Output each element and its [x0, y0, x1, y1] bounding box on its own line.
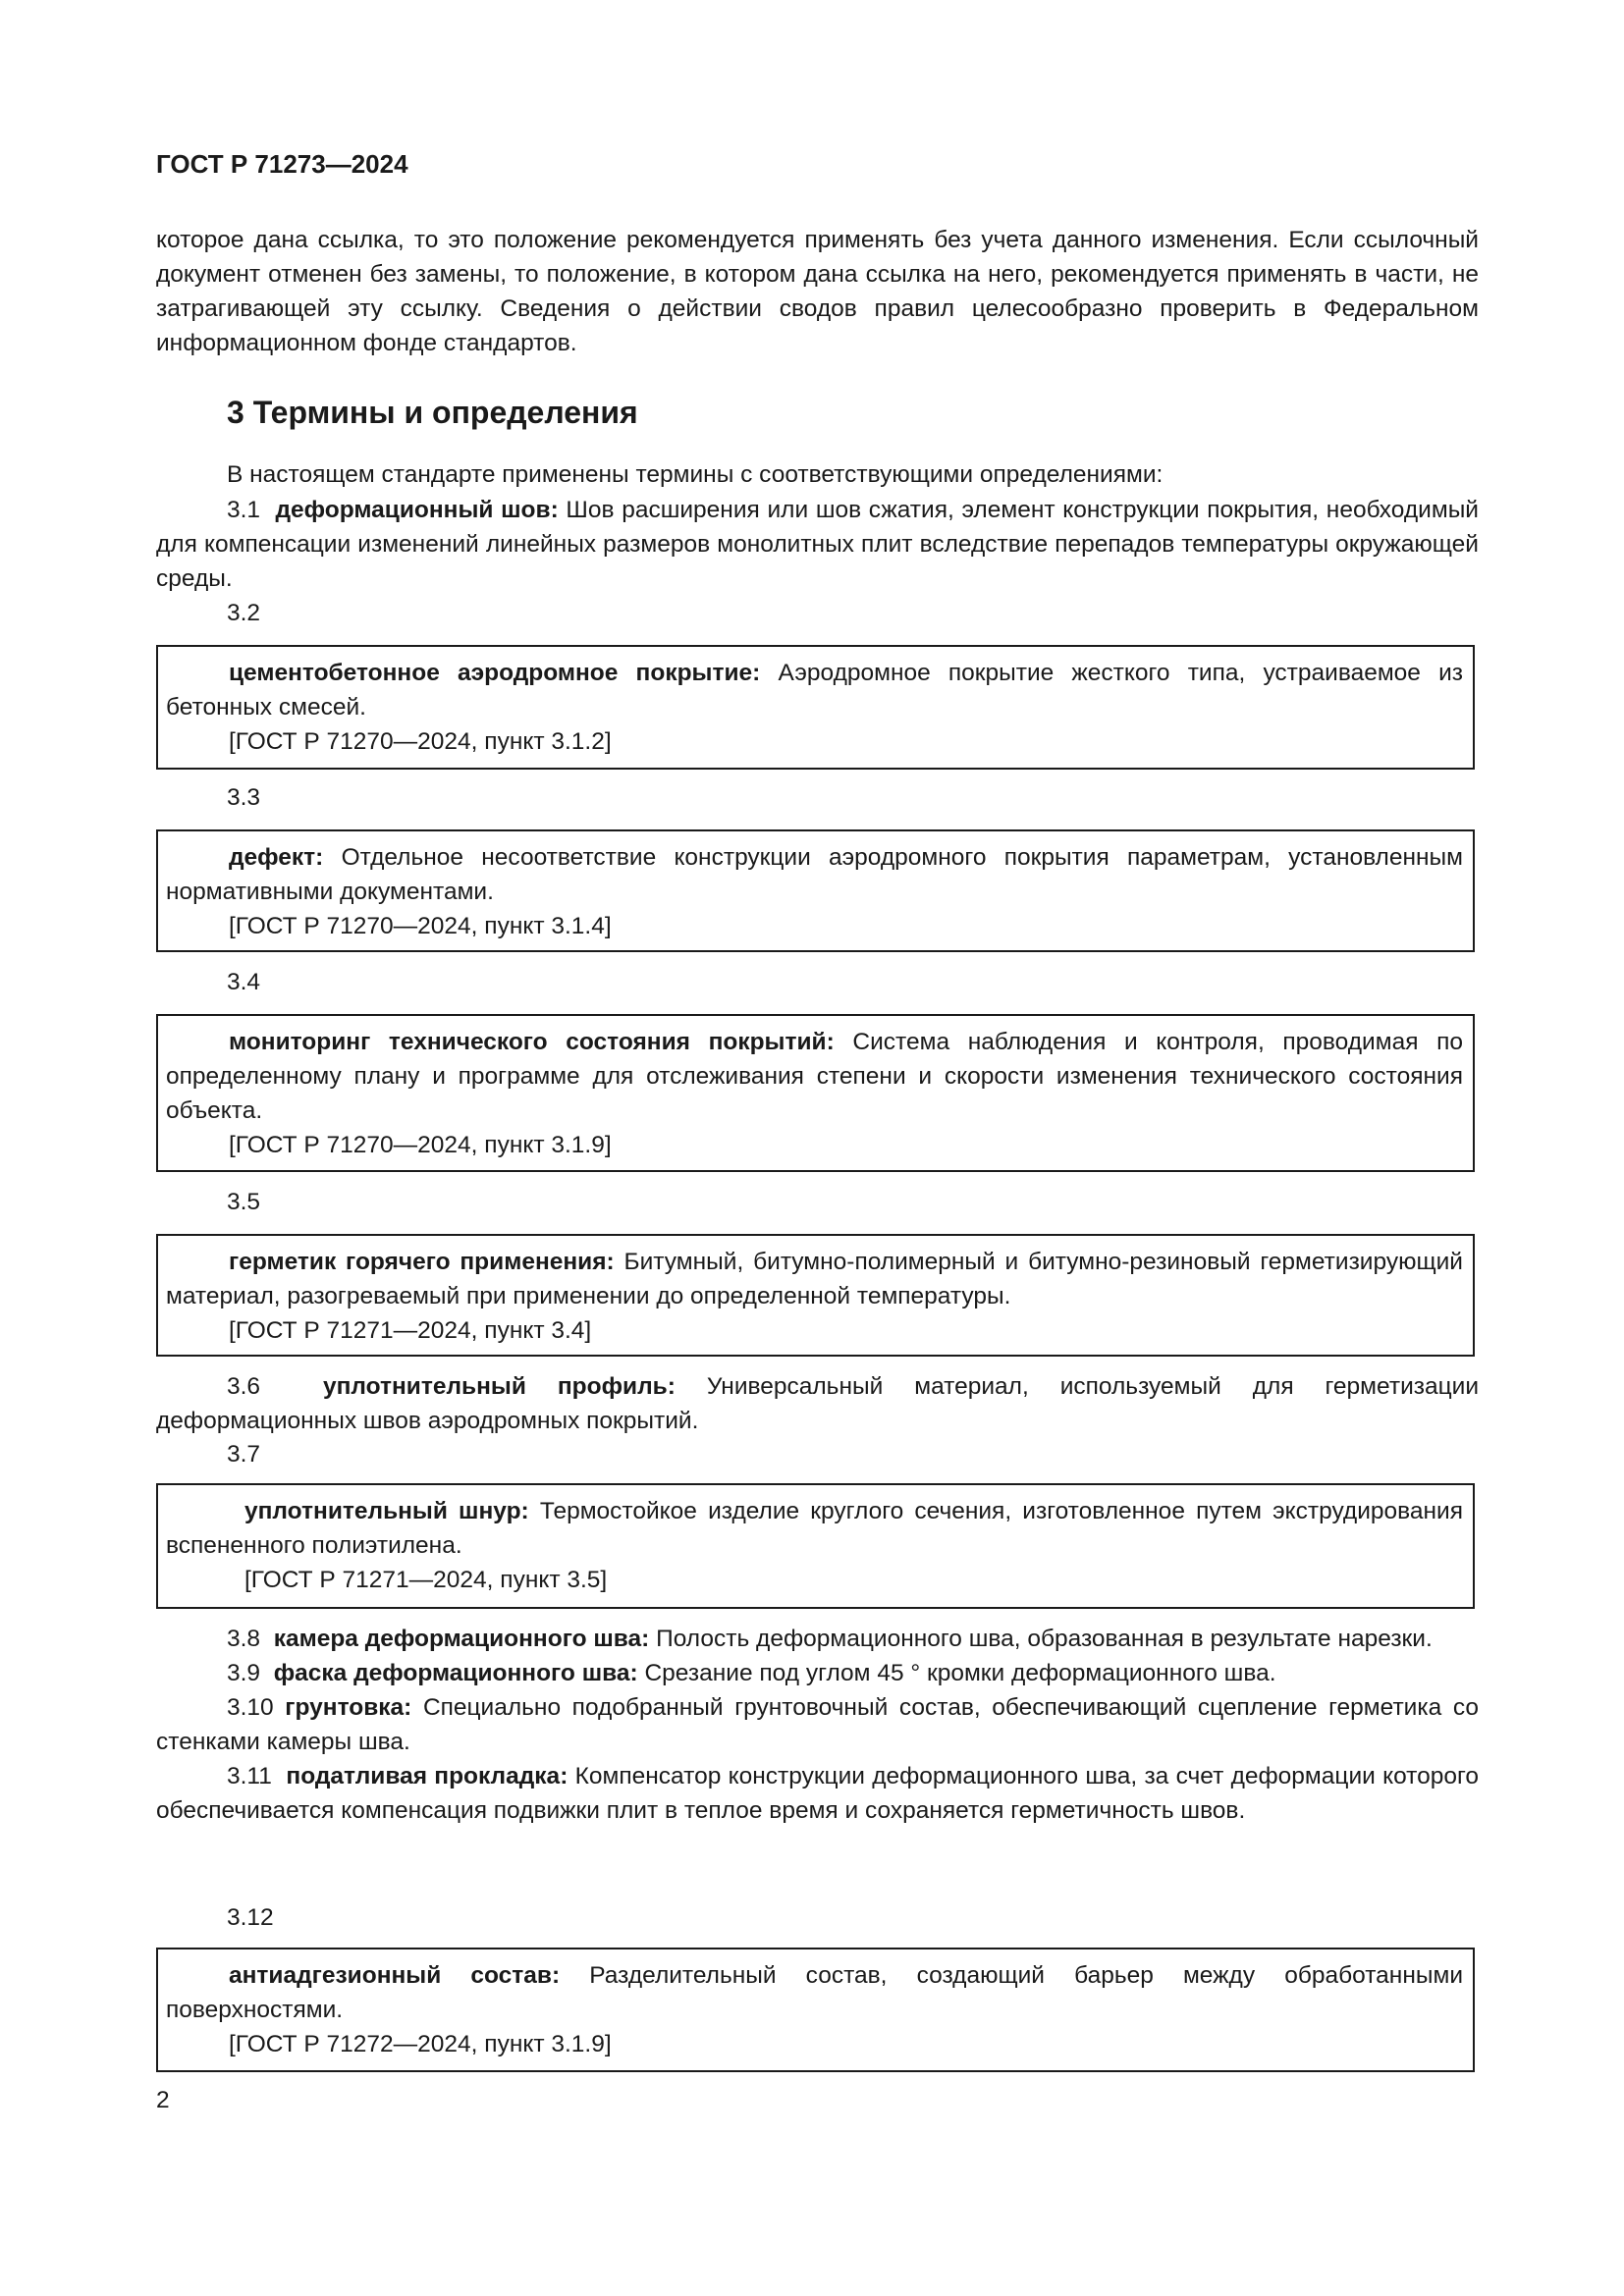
terms-3-8-to-3-11 — [156, 1622, 1479, 1828]
term-3-11: 3.11 податливая прокладка: Компенсатор конструкции деформационного шва, за счет деформации которого обеспечивается компенсация подвижки плит в теплое время и сохраняется герметичность швов. — [156, 1763, 1480, 1824]
term-source: [ГОСТ Р 71270—2024, пункт 3.1.2] — [229, 728, 612, 755]
page-number: 2 — [156, 2087, 170, 2113]
term-name: дефект: — [229, 844, 324, 871]
term-source: [ГОСТ Р 71270—2024, пункт 3.1.4] — [229, 913, 612, 939]
term-name: антиадгезионный состав: — [229, 1962, 561, 1989]
term-3-6: 3.6 уплотнительный профиль: Универсальный материал, используемый для герметизации деформационных швов аэродромных покрытий. — [156, 1373, 1480, 1434]
term-name: мониторинг технического состояния покрытий: — [229, 1029, 835, 1055]
term-number: 3.7 — [227, 1441, 261, 1468]
term-name: камера деформационного шва: — [273, 1626, 650, 1652]
term-number: 3.4 — [227, 969, 261, 995]
term-number: 3.3 — [227, 784, 261, 811]
term-name: деформационный шов: — [275, 497, 559, 523]
term-source: [ГОСТ Р 71271—2024, пункт 3.4] — [229, 1317, 592, 1344]
term-source: [ГОСТ Р 71270—2024, пункт 3.1.9] — [229, 1132, 612, 1158]
term-box-3-3: дефект: Отдельное несоответствие конструкции аэродромного покрытия параметрам, установленным нормативными документами. [ГОСТ Р 71270—2024, пункт 3.1.4] — [156, 829, 1475, 952]
document-header: ГОСТ Р 71273—2024 — [156, 149, 408, 179]
term-box-3-12: антиадгезионный состав: Разделительный состав, создающий барьер между обработанными поверхностями. [ГОСТ Р 71272—2024, пункт 3.1.9] — [156, 1948, 1475, 2072]
term-name: фаска деформационного шва: — [273, 1660, 638, 1686]
term-3-1: 3.1 деформационный шов: Шов расширения или шов сжатия, элемент конструкции покрытия, необходимый для компенсации изменений линейных размеров монолитных плит вследствие перепадов температуры окружающей среды. — [156, 497, 1479, 592]
term-name: цементобетонное аэродромное покрытие: — [229, 660, 761, 686]
term-number: 3.2 — [227, 600, 261, 626]
term-number: 3.5 — [227, 1189, 261, 1215]
term-name: герметик горячего применения: — [229, 1249, 615, 1275]
term-name: грунтовка: — [285, 1694, 412, 1721]
term-3-9: 3.9 фаска деформационного шва: Срезание под углом 45 ° кромки деформационного шва. — [227, 1660, 1276, 1686]
term-3-8: 3.8 камера деформационного шва: Полость деформационного шва, образованная в результате нарезки. — [227, 1626, 1433, 1652]
term-box-3-2: цементобетонное аэродромное покрытие: Аэродромное покрытие жесткого типа, устраиваемое из бетонных смесей. [ГОСТ Р 71270—2024, пункт 3.1.2] — [156, 645, 1475, 770]
term-3-10: 3.10 грунтовка: Специально подобранный грунтовочный состав, обеспечивающий сцепление герметика со стенками камеры шва. — [156, 1694, 1480, 1755]
term-name: уплотнительный профиль: — [322, 1373, 676, 1400]
term-name: податливая прокладка: — [286, 1763, 568, 1789]
term-source: [ГОСТ Р 71271—2024, пункт 3.5] — [244, 1567, 608, 1593]
term-number: 3.12 — [227, 1904, 274, 1931]
term-box-3-4: мониторинг технического состояния покрытий: Система наблюдения и контроля, проводимая по определенному плану и программе для отслеживания степени и скорости изменения технического состояния объекта. [ГОСТ Р 71270—2024, пункт 3.1.9] — [156, 1014, 1475, 1172]
term-box-3-5: герметик горячего применения: Битумный, битумно-полимерный и битумно-резиновый герметизирующий материал, разогреваемый при применении до определенной температуры. [ГОСТ Р 71271—2024, пункт 3.4] — [156, 1234, 1475, 1357]
term-name: уплотнительный шнур: — [244, 1498, 529, 1524]
term-source: [ГОСТ Р 71272—2024, пункт 3.1.9] — [229, 2031, 612, 2057]
continuation-paragraph: которое дана ссылка, то это положение рекомендуется применять без учета данного изменения. Если ссылочный документ отменен без замены, то положение, в котором дана ссылка на него, рекомендуется применять в части, не затрагивающей эту ссылку. Сведения о действии сводов правил целесообразно проверить в Федеральном информационном фонде стандартов. — [156, 227, 1479, 356]
term-box-3-7: уплотнительный шнур: Термостойкое изделие круглого сечения, изготовленное путем экструдирования вспененного полиэтилена. [ГОСТ Р 71271—2024, пункт 3.5] — [156, 1483, 1475, 1609]
intro-paragraph: В настоящем стандарте применены термины с соответствующими определениями: — [227, 461, 1164, 488]
section-title: 3 Термины и определения — [227, 395, 638, 430]
